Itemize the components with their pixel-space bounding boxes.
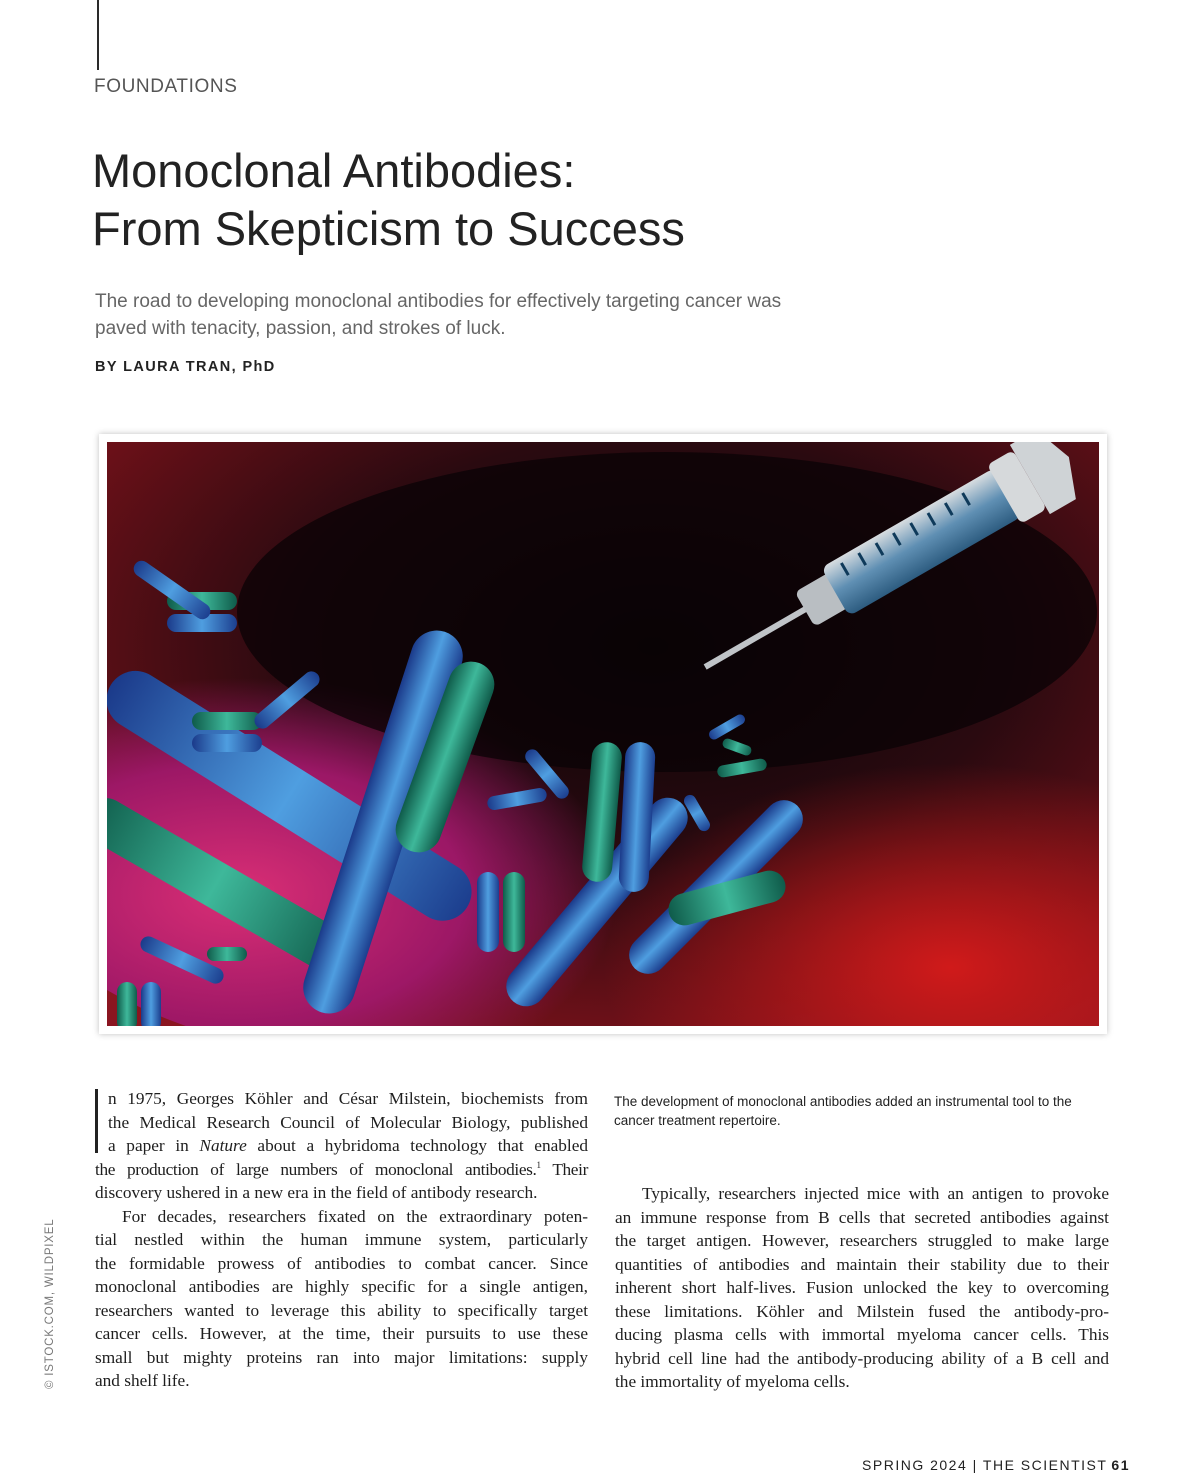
p3-line: hybrid cell line had the antibody-producing ability of a B cell and [615,1348,1109,1368]
p1-text: about a hybridoma technology that enabled [246,1136,589,1155]
p2-line: and shelf life. [95,1371,190,1390]
byline: BY LAURA TRAN, PhD [95,359,276,375]
figure-caption: The development of monoclonal antibodies added an instrumental tool to the cancer treatment repertoire. [614,1094,1072,1128]
p1-line: n 1975, Georges Köhler and César Milstein, biochemists from [108,1089,588,1108]
p2-line: cancer cells. However, at the time, their pursuits to use these [95,1324,588,1343]
p2-line: researchers wanted to leverage this ability to specifically target [95,1300,588,1320]
p1-line [108,1134,588,1158]
paragraph-3 [615,1182,1109,1394]
article-dek: The road to developing monoclonal antibodies for effectively targeting cancer was paved with tenacity, passion, and strokes of luck. [95,291,782,339]
footnote-ref: 1 [536,1159,541,1170]
body-column-left [95,1087,588,1393]
p2-line: tial nestled within the human immune system, particularly [95,1230,588,1249]
p2-line: For decades, researchers fixated on the extraordinary poten- [122,1206,588,1226]
drop-cap-bar [95,1089,98,1153]
p3-line: ducing plasma cells with immortal myeloma cancer cells. This [615,1325,1109,1344]
p2-line: the formidable prowess of antibodies to combat cancer. Since [95,1253,588,1273]
p2-line: monoclonal antibodies are highly specific for a single antigen, [95,1277,588,1296]
p1-text: the production of large numbers of monoclonal antibodies. [95,1159,537,1179]
hero-illustration [99,434,1107,1034]
p3-line: these limitations. Köhler and Milstein fused the antibody-pro- [615,1301,1109,1321]
p3-line: the target antigen. However, researchers struggled to make large [615,1231,1109,1250]
issue-label: SPRING 2024 | THE SCIENTIST [862,1457,1108,1473]
p1-text: Their [540,1159,588,1179]
page-footer [862,1457,1130,1473]
paragraph-1 [95,1087,588,1158]
page-number: 61 [1111,1457,1130,1473]
antibody-syringe-illustration [107,442,1099,1026]
title-line-1: Monoclonal Antibodies: [92,144,576,197]
p3-line: Typically, researchers injected mice with an antigen to provoke [642,1184,1109,1203]
paragraph-2 [95,1205,588,1393]
p1-text: a paper in [108,1136,200,1155]
p2-line: small but mighty proteins ran into major limitations: supply [95,1347,588,1367]
p1-line [95,1158,588,1182]
journal-name: Nature [199,1136,247,1155]
p1-line: the Medical Research Council of Molecular Biology, published [108,1112,588,1132]
top-rule [97,0,99,70]
p3-line: inherent short half-lives. Fusion unlocked the key to overcoming [615,1278,1109,1297]
p3-line: the immortality of myeloma cells. [615,1372,850,1391]
p3-line: quantities of antibodies and maintain their stability due to their [615,1254,1109,1274]
section-label: FOUNDATIONS [94,76,238,97]
article-title [92,142,685,258]
p1-line: discovery ushered in a new era in the field of antibody research. [95,1183,538,1202]
title-line-2: From Skepticism to Success [92,202,685,255]
p3-line: an immune response from B cells that secreted antibodies against [615,1207,1109,1227]
body-column-right [615,1182,1109,1394]
image-credit: © ISTOCK.COM, WILDPIXEL [44,1218,56,1389]
